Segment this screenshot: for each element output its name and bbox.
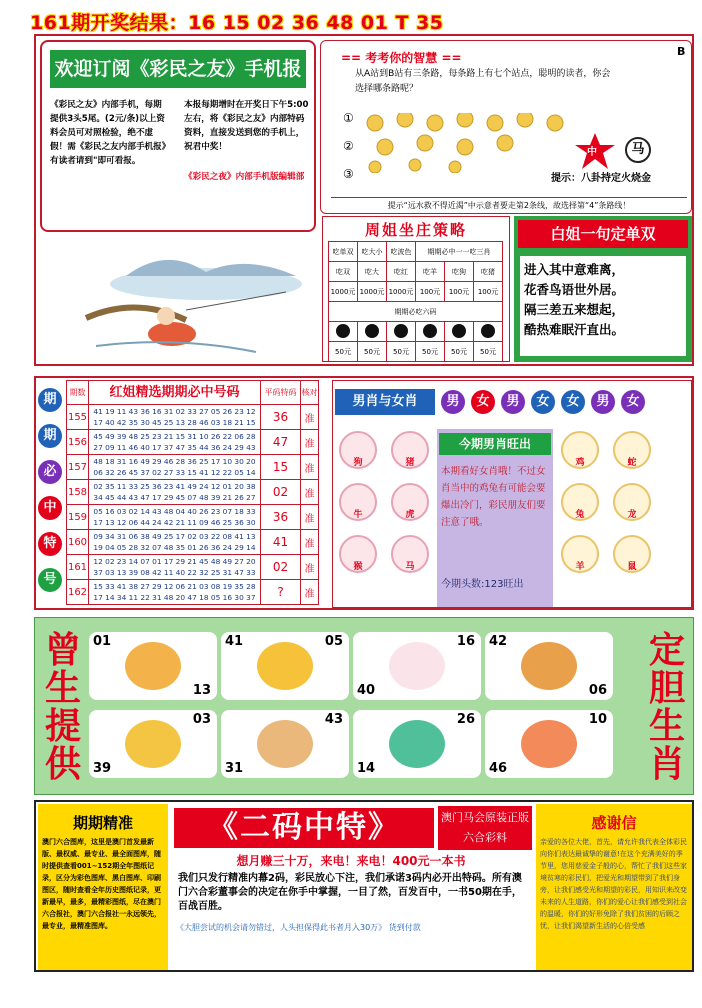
- banker-r3c1: 1000元: [329, 282, 358, 302]
- banker-r2c1: 吃双: [329, 262, 358, 282]
- left-zodiacs: [339, 431, 437, 573]
- col-ma-header: 平码特码: [261, 381, 301, 405]
- banker-title: 周姐坐庄策略: [364, 221, 467, 239]
- thanks-title: 感谢信: [591, 814, 637, 832]
- rat-cartoon-icon: [257, 720, 313, 768]
- row-ma: 36: [261, 505, 301, 530]
- row-res: 准: [301, 405, 319, 430]
- col-res-header: 核对: [301, 381, 319, 405]
- card-number-bottom: 13: [192, 683, 211, 698]
- row-res: 准: [301, 580, 319, 605]
- row-id: 157: [67, 455, 89, 480]
- zodiac-card: [221, 710, 349, 778]
- giveaway-left-text: [39, 632, 87, 784]
- card-number-bottom: 06: [588, 683, 607, 698]
- ball-icon: [387, 322, 416, 342]
- vertical-label: 期: [38, 388, 62, 412]
- row-id: 156: [67, 430, 89, 455]
- giveaway-left-char: 生: [44, 668, 81, 709]
- zodiac-rooster-icon: 鸡: [561, 431, 599, 469]
- giveaway-left-char: 供: [44, 744, 81, 785]
- zodiac-horse-icon: 马: [391, 535, 429, 573]
- two-code-side: 澳门马会原装正版六合彩料: [438, 806, 532, 850]
- card-number-bottom: 14: [357, 761, 376, 776]
- banker-r2c4: 吃羊: [416, 262, 445, 282]
- top-section: [34, 34, 694, 366]
- zodiac-goat-icon: 羊: [561, 535, 599, 573]
- zodiac-card: [353, 632, 481, 700]
- zodiac-ox-icon: 牛: [339, 483, 377, 521]
- vertical-label: 必: [38, 460, 62, 484]
- card-number-top: 10: [588, 712, 607, 727]
- col-nums-header: 红姐精选期期必中号码: [89, 381, 261, 405]
- row-nums: 09 34 31 06 38 49 25 17 02 03 22 08 41 13 19 04 05 28 32 07 48 35 01 26 36 24 29 14: [89, 530, 261, 555]
- banker-strategy: [322, 216, 510, 362]
- gender-zodiac-title: 男肖与女肖: [335, 389, 435, 415]
- ball-icon: [474, 322, 503, 342]
- row-id: 155: [67, 405, 89, 430]
- row-nums: 48 18 31 16 49 29 46 28 36 25 17 10 30 20 06 32 26 45 37 02 27 33 15 41 12 22 05 14: [89, 455, 261, 480]
- number-section: [34, 376, 694, 610]
- vertical-label: 号: [38, 568, 62, 592]
- giveaway-left-char: 曾: [44, 630, 81, 671]
- zodiac-dog-icon: 狗: [339, 431, 377, 469]
- card-number-bottom: 46: [489, 761, 508, 776]
- banker-r3c4: 100元: [416, 282, 445, 302]
- zodiac-snake-icon: 蛇: [613, 431, 651, 469]
- accuracy-panel: [38, 804, 168, 970]
- banker-r6c2: 50元: [358, 342, 387, 362]
- banker-r3c6: 100元: [474, 282, 503, 302]
- zodiac-monkey-icon: 猴: [339, 535, 377, 573]
- row-res: 准: [301, 555, 319, 580]
- zodiac-pig-icon: 猪: [391, 431, 429, 469]
- subscribe-title: 欢迎订阅《彩民之友》手机报: [50, 50, 306, 88]
- horse-cartoon-icon: [125, 642, 181, 690]
- zodiac-rabbit-icon: 兔: [561, 483, 599, 521]
- zodiac-dragon-icon: 龙: [613, 483, 651, 521]
- quiz-number-3: ③: [343, 167, 354, 181]
- bottom-section: [34, 800, 694, 972]
- banker-r2c2: 吃大: [358, 262, 387, 282]
- row-res: 准: [301, 530, 319, 555]
- banker-r6c6: 50元: [474, 342, 503, 362]
- row-ma: 36: [261, 405, 301, 430]
- male-zodiac-text: 本期看好女肖哦！不过女肖当中的鸡兔有可能会要爆出冷门，彩民朋友们要注意了哦。: [441, 466, 546, 528]
- male-zodiac-count: 今期头数:123旺出: [441, 579, 524, 590]
- vertical-label: 中: [38, 496, 62, 520]
- zodiac-card: [89, 710, 217, 778]
- row-id: 162: [67, 580, 89, 605]
- numbers-table: [66, 380, 319, 605]
- banker-r6c1: 50元: [329, 342, 358, 362]
- banker-r3c5: 100元: [445, 282, 474, 302]
- banker-r1c3: 吃波色: [387, 242, 416, 262]
- row-nums: 15 33 41 38 27 29 12 06 21 03 08 19 35 28 17 14 34 11 22 31 48 20 47 18 05 16 30 37: [89, 580, 261, 605]
- row-ma: ?: [261, 580, 301, 605]
- fishing-illustration: [56, 236, 306, 362]
- gender-tag: 男: [591, 390, 615, 414]
- ball-icon: [445, 322, 474, 342]
- odd-even-title: 白姐一句定单双: [518, 220, 688, 248]
- banker-r6c5: 50元: [445, 342, 474, 362]
- quiz-hint: 提示：八卦持定火烧金: [551, 173, 651, 184]
- col-id-header: 期数: [67, 381, 89, 405]
- gender-tags: [441, 390, 645, 414]
- card-number-top: 01: [93, 634, 112, 649]
- banker-r1c2: 吃大小: [358, 242, 387, 262]
- banker-r1c1: 吃单双: [329, 242, 358, 262]
- row-nums: 05 16 03 02 14 43 48 04 40 26 23 07 18 33 17 13 12 06 44 24 42 21 11 09 46 25 36 30: [89, 505, 261, 530]
- gender-tag: 女: [471, 390, 495, 414]
- quiz-number-2: ②: [343, 139, 354, 153]
- banker-r2c6: 吃猪: [474, 262, 503, 282]
- quiz-panel: [320, 40, 692, 214]
- quiz-path-illustration: [365, 113, 565, 173]
- giveaway-left-char: 提: [44, 706, 81, 747]
- giveaway-right-text: [643, 632, 691, 784]
- giveaway-right-char: 肖: [648, 744, 685, 785]
- zodiac-tiger-icon: 虎: [391, 483, 429, 521]
- card-number-top: 26: [456, 712, 475, 727]
- row-nums: 41 19 11 43 36 16 31 02 33 27 05 26 23 12 17 40 42 35 30 45 25 13 28 46 03 18 21 15: [89, 405, 261, 430]
- card-number-top: 16: [456, 634, 475, 649]
- two-code-slogan: 想月赚三十万，来电！来电！400元一本书: [236, 854, 466, 868]
- subscribe-signature: 《彩民之夜》内部手机版编辑部: [184, 172, 305, 182]
- card-number-bottom: 31: [225, 761, 244, 776]
- banker-r2c3: 吃红: [387, 262, 416, 282]
- banker-r6c4: 50元: [416, 342, 445, 362]
- gender-tag: 男: [441, 390, 465, 414]
- banker-r6c3: 50元: [387, 342, 416, 362]
- card-number-top: 43: [324, 712, 343, 727]
- row-ma: 02: [261, 480, 301, 505]
- row-ma: 02: [261, 555, 301, 580]
- gender-tag: 女: [621, 390, 645, 414]
- row-id: 158: [67, 480, 89, 505]
- quiz-desc: 从A站到B站有三条路，每条路上有七个站点，聪明的读者，你会选择哪条路呢？: [355, 69, 611, 94]
- row-id: 161: [67, 555, 89, 580]
- right-zodiacs: [561, 431, 659, 573]
- card-number-top: 42: [489, 634, 508, 649]
- subscribe-left-text: 《彩民之友》内部手机，每期提供3头5尾。(2元/条)以上资料会员可对照检验，绝不虚假！需《彩民之友内部手机报》有读者请到"即可看报。: [50, 100, 167, 166]
- accuracy-text: 澳门六合图库，这里是澳门首发最新版、最权威、最专业、最全面图库，随时提供查看001~152期全年图纸记录，区分为彩色图库、黑白图库、印刷图区，随时查看全年历史图纸记录，更新最早，最多，最精彩图纸，尽在澳门六合报社，澳门六合报社一永远领先，最专业，最精准图库。: [42, 838, 161, 930]
- gender-tag: 男: [501, 390, 525, 414]
- ball-icon: [416, 322, 445, 342]
- subscribe-right-text: 本报每期增时在开奖日下午5:00左右，将《彩民之友》内部特码资料，直接发送到您的手机上，祝君中奖！: [184, 100, 309, 152]
- thanks-panel: [536, 804, 692, 970]
- row-ma: 15: [261, 455, 301, 480]
- page-title: 161期开奖结果：16 15 02 36 48 01 T 35: [30, 12, 444, 34]
- gender-tag: 女: [561, 390, 585, 414]
- odd-even-poem: [520, 256, 686, 356]
- card-number-bottom: 40: [357, 683, 376, 698]
- zodiac-card: [221, 632, 349, 700]
- gender-tag: 女: [531, 390, 555, 414]
- ox-cartoon-icon: [521, 642, 577, 690]
- male-zodiac-title: 今期男肖旺出: [439, 433, 551, 455]
- vertical-label: 特: [38, 532, 62, 556]
- row-res: 准: [301, 455, 319, 480]
- card-number-bottom: 39: [93, 761, 112, 776]
- rabbit-cartoon-icon: [389, 642, 445, 690]
- rooster-cartoon-icon: [521, 720, 577, 768]
- card-number-top: 41: [225, 634, 244, 649]
- odd-even-panel: [514, 216, 692, 362]
- thanks-text: 亲爱的各位大佬，首先，请允许我代表全体彩民向你们表达最诚挚的谢意!在这个充满美好的季节里，您用慈爱金子般的心，帮忙了我们这些家境贫寒的彩民们，把爱光和期望带到了我们身旁，让我们感受光和期望的彩民，用知识来改变未来的人生道路，你们的爱心让我们感受到社会的温暖，你们的好形免除了我们贫困的后顾之忧，让我们渴望新生活的心倍受感: [540, 838, 687, 930]
- tiger-cartoon-icon: [257, 642, 313, 690]
- row-res: 准: [301, 505, 319, 530]
- giveaway-right-char: 生: [648, 706, 685, 747]
- banker-table: [328, 241, 503, 362]
- giveaway-right-char: 胆: [648, 668, 685, 709]
- giveaway-right-char: 定: [648, 630, 685, 671]
- poem-line: 隔三差五来想起，: [524, 302, 625, 317]
- two-code-text: 我们只发行精准内幕2码，彩民放心下注，我们承诺3码内必开出特码。所有澳门六合彩董事会的决定在你手中掌握，一目了然，百发百中，一书50期在手，百战百胜。: [178, 873, 522, 912]
- vertical-labels: [38, 388, 66, 604]
- zodiac-card: [353, 710, 481, 778]
- row-id: 160: [67, 530, 89, 555]
- row-nums: 45 49 39 48 25 23 21 15 31 10 26 22 06 28 27 09 11 46 40 17 37 47 35 44 36 24 29 43: [89, 430, 261, 455]
- poem-line: 进入其中意难离，: [524, 262, 625, 277]
- zodiac-card: [485, 710, 613, 778]
- center-label: 中: [587, 147, 597, 158]
- poem-line: 花香鸟语世外居。: [524, 282, 625, 297]
- banker-r2c5: 吃狗: [445, 262, 474, 282]
- vertical-label: 期: [38, 424, 62, 448]
- subscribe-panel: [40, 40, 316, 232]
- ball-icon: [358, 322, 387, 342]
- banker-r3c3: 1000元: [387, 282, 416, 302]
- card-number-top: 03: [192, 712, 211, 727]
- two-code-footer: 《大胆尝试的机会请勿错过，人头担保得此书者月入30万》 货到付款: [176, 923, 421, 932]
- row-res: 准: [301, 480, 319, 505]
- zodiac-card: [89, 632, 217, 700]
- accuracy-title: 期期精准: [72, 814, 133, 832]
- row-ma: 41: [261, 530, 301, 555]
- banker-r1c4: 期期必中一一吃三肖: [416, 242, 503, 262]
- quiz-number-1: ①: [343, 111, 354, 125]
- row-ma: 47: [261, 430, 301, 455]
- row-res: 准: [301, 430, 319, 455]
- card-number-side: 05: [324, 634, 343, 649]
- zodiac-card: [485, 632, 613, 700]
- two-code-title: 《二码中特》: [174, 808, 434, 848]
- ball-icon: [329, 322, 358, 342]
- zodiac-rat-icon: 鼠: [613, 535, 651, 573]
- quiz-answer: 马: [625, 137, 651, 163]
- snake-cartoon-icon: [389, 720, 445, 768]
- poem-line: 酷热难眠汗直出。: [524, 322, 625, 337]
- giveaway-section: [34, 617, 694, 795]
- quiz-footer: 提示“远水救不得近渴”中示意者要走第2条线，故选择第“4”条路线！: [331, 197, 687, 213]
- dragon-cartoon-icon: [125, 720, 181, 768]
- quiz-title: == 考考你的智慧 ==: [341, 51, 462, 65]
- quiz-station-b: B: [677, 45, 686, 58]
- row-id: 159: [67, 505, 89, 530]
- banker-r4: 期期必吃六码: [329, 302, 503, 322]
- row-nums: 12 02 23 14 07 01 17 29 21 45 48 49 27 20 37 03 13 39 08 42 11 40 22 32 25 31 47 33: [89, 555, 261, 580]
- male-zodiac-box: [437, 429, 553, 607]
- banker-r3c2: 1000元: [358, 282, 387, 302]
- gender-zodiac-panel: [332, 380, 692, 608]
- row-nums: 02 35 11 33 25 36 23 41 49 24 12 01 20 38 34 45 44 43 47 17 29 45 07 48 39 21 26 27: [89, 480, 261, 505]
- two-code-panel: [170, 804, 534, 970]
